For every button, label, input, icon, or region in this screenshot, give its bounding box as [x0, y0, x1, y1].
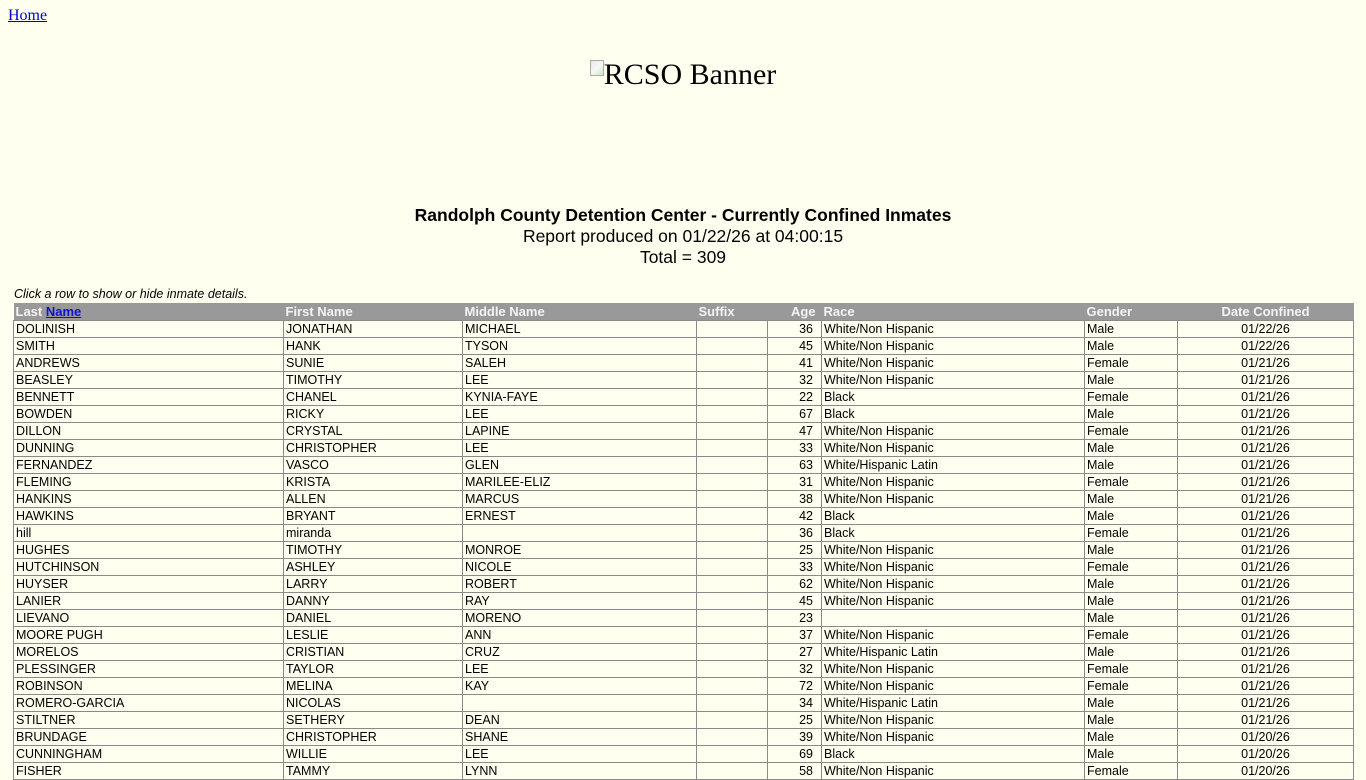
- cell-race: White/Hispanic Latin: [822, 457, 1085, 474]
- cell-date-confined: 01/21/26: [1178, 678, 1354, 695]
- cell-age: 69: [768, 746, 822, 763]
- cell-gender: Female: [1085, 763, 1178, 780]
- cell-gender: Female: [1085, 355, 1178, 372]
- table-row[interactable]: [14, 695, 1354, 712]
- cell-last-name: FLEMING: [14, 474, 284, 491]
- cell-first-name: ASHLEY: [284, 559, 463, 576]
- cell-age: 63: [768, 457, 822, 474]
- cell-suffix: [697, 763, 768, 780]
- table-row[interactable]: [14, 525, 1354, 542]
- cell-gender: Female: [1085, 389, 1178, 406]
- report-header: [0, 205, 1366, 268]
- cell-suffix: [697, 491, 768, 508]
- cell-age: 32: [768, 372, 822, 389]
- cell-race: White/Non Hispanic: [822, 576, 1085, 593]
- cell-first-name: RICKY: [284, 406, 463, 423]
- cell-race: White/Non Hispanic: [822, 440, 1085, 457]
- cell-suffix: [697, 746, 768, 763]
- table-row[interactable]: [14, 542, 1354, 559]
- cell-middle-name: LEE: [463, 372, 697, 389]
- cell-gender: Male: [1085, 491, 1178, 508]
- cell-suffix: [697, 576, 768, 593]
- header-suffix: Suffix: [697, 303, 768, 321]
- cell-first-name: LARRY: [284, 576, 463, 593]
- cell-middle-name: NICOLE: [463, 559, 697, 576]
- cell-race: White/Non Hispanic: [822, 542, 1085, 559]
- cell-age: 34: [768, 695, 822, 712]
- cell-middle-name: CRUZ: [463, 644, 697, 661]
- cell-date-confined: 01/21/26: [1178, 542, 1354, 559]
- cell-race: White/Non Hispanic: [822, 712, 1085, 729]
- table-row[interactable]: [14, 712, 1354, 729]
- cell-gender: Female: [1085, 627, 1178, 644]
- table-row[interactable]: [14, 729, 1354, 746]
- table-row[interactable]: [14, 474, 1354, 491]
- cell-middle-name: LYNN: [463, 763, 697, 780]
- broken-image-icon: [590, 60, 604, 76]
- inmates-table: [13, 303, 1354, 780]
- cell-gender: Male: [1085, 338, 1178, 355]
- cell-race: White/Non Hispanic: [822, 729, 1085, 746]
- table-row[interactable]: [14, 372, 1354, 389]
- cell-age: 25: [768, 542, 822, 559]
- cell-middle-name: DEAN: [463, 712, 697, 729]
- cell-suffix: [697, 406, 768, 423]
- cell-gender: Female: [1085, 474, 1178, 491]
- cell-gender: Male: [1085, 712, 1178, 729]
- cell-date-confined: 01/21/26: [1178, 457, 1354, 474]
- cell-first-name: DANNY: [284, 593, 463, 610]
- cell-last-name: STILTNER: [14, 712, 284, 729]
- cell-first-name: miranda: [284, 525, 463, 542]
- cell-age: 36: [768, 525, 822, 542]
- table-row[interactable]: [14, 440, 1354, 457]
- cell-race: White/Non Hispanic: [822, 474, 1085, 491]
- header-date-confined: Date Confined: [1178, 303, 1354, 321]
- cell-suffix: [697, 610, 768, 627]
- cell-age: 45: [768, 593, 822, 610]
- cell-suffix: [697, 440, 768, 457]
- cell-middle-name: RAY: [463, 593, 697, 610]
- cell-date-confined: 01/21/26: [1178, 593, 1354, 610]
- header-first-name: First Name: [284, 303, 463, 321]
- cell-middle-name: LAPINE: [463, 423, 697, 440]
- cell-first-name: LESLIE: [284, 627, 463, 644]
- cell-race: Black: [822, 746, 1085, 763]
- cell-first-name: MELINA: [284, 678, 463, 695]
- cell-gender: Male: [1085, 695, 1178, 712]
- cell-first-name: TAMMY: [284, 763, 463, 780]
- cell-age: 27: [768, 644, 822, 661]
- cell-age: 58: [768, 763, 822, 780]
- cell-suffix: [697, 389, 768, 406]
- cell-first-name: NICOLAS: [284, 695, 463, 712]
- cell-date-confined: 01/21/26: [1178, 423, 1354, 440]
- table-row[interactable]: [14, 576, 1354, 593]
- cell-first-name: CHRISTOPHER: [284, 729, 463, 746]
- cell-middle-name: ROBERT: [463, 576, 697, 593]
- cell-suffix: [697, 712, 768, 729]
- cell-suffix: [697, 321, 768, 338]
- cell-suffix: [697, 661, 768, 678]
- cell-date-confined: 01/21/26: [1178, 610, 1354, 627]
- cell-suffix: [697, 355, 768, 372]
- cell-first-name: TIMOTHY: [284, 542, 463, 559]
- cell-race: White/Non Hispanic: [822, 423, 1085, 440]
- cell-middle-name: MONROE: [463, 542, 697, 559]
- cell-gender: Male: [1085, 593, 1178, 610]
- cell-middle-name: SHANE: [463, 729, 697, 746]
- cell-gender: Female: [1085, 423, 1178, 440]
- cell-age: 23: [768, 610, 822, 627]
- cell-last-name: LANIER: [14, 593, 284, 610]
- cell-last-name: DOLINISH: [14, 321, 284, 338]
- cell-gender: Female: [1085, 525, 1178, 542]
- cell-middle-name: MARILEE-ELIZ: [463, 474, 697, 491]
- table-row[interactable]: [14, 355, 1354, 372]
- cell-race: White/Non Hispanic: [822, 491, 1085, 508]
- cell-age: 72: [768, 678, 822, 695]
- cell-first-name: WILLIE: [284, 746, 463, 763]
- cell-first-name: CHANEL: [284, 389, 463, 406]
- header-gender: Gender: [1085, 303, 1178, 321]
- cell-suffix: [697, 474, 768, 491]
- cell-race: [822, 610, 1085, 627]
- cell-gender: Male: [1085, 576, 1178, 593]
- cell-last-name: hill: [14, 525, 284, 542]
- cell-date-confined: 01/21/26: [1178, 627, 1354, 644]
- cell-gender: Female: [1085, 559, 1178, 576]
- cell-date-confined: 01/21/26: [1178, 355, 1354, 372]
- cell-race: White/Non Hispanic: [822, 355, 1085, 372]
- cell-gender: Male: [1085, 644, 1178, 661]
- table-row[interactable]: [14, 661, 1354, 678]
- cell-middle-name: ANN: [463, 627, 697, 644]
- cell-last-name: FERNANDEZ: [14, 457, 284, 474]
- cell-date-confined: 01/21/26: [1178, 508, 1354, 525]
- banner-alt-text: RCSO Banner: [603, 58, 777, 91]
- table-row[interactable]: [14, 457, 1354, 474]
- cell-middle-name: [463, 525, 697, 542]
- cell-age: 33: [768, 559, 822, 576]
- report-total: Total = 309: [639, 247, 727, 267]
- cell-middle-name: SALEH: [463, 355, 697, 372]
- cell-suffix: [697, 593, 768, 610]
- table-row[interactable]: [14, 610, 1354, 627]
- cell-last-name: ROBINSON: [14, 678, 284, 695]
- cell-age: 39: [768, 729, 822, 746]
- header-race: Race: [822, 303, 1085, 321]
- cell-first-name: VASCO: [284, 457, 463, 474]
- cell-gender: Male: [1085, 508, 1178, 525]
- cell-last-name: PLESSINGER: [14, 661, 284, 678]
- cell-suffix: [697, 372, 768, 389]
- cell-suffix: [697, 644, 768, 661]
- cell-date-confined: 01/21/26: [1178, 559, 1354, 576]
- cell-race: White/Non Hispanic: [822, 593, 1085, 610]
- cell-age: 32: [768, 661, 822, 678]
- cell-age: 22: [768, 389, 822, 406]
- cell-last-name: HUTCHINSON: [14, 559, 284, 576]
- table-row[interactable]: [14, 627, 1354, 644]
- cell-last-name: MORELOS: [14, 644, 284, 661]
- cell-middle-name: MICHAEL: [463, 321, 697, 338]
- cell-race: White/Hispanic Latin: [822, 644, 1085, 661]
- cell-suffix: [697, 457, 768, 474]
- cell-last-name: HUYSER: [14, 576, 284, 593]
- cell-age: 41: [768, 355, 822, 372]
- cell-suffix: [697, 338, 768, 355]
- home-link[interactable]: Home: [8, 7, 48, 24]
- cell-first-name: SETHERY: [284, 712, 463, 729]
- cell-date-confined: 01/22/26: [1178, 321, 1354, 338]
- cell-race: White/Non Hispanic: [822, 678, 1085, 695]
- cell-suffix: [697, 525, 768, 542]
- header-age: Age: [768, 303, 822, 321]
- cell-date-confined: 01/21/26: [1178, 661, 1354, 678]
- cell-age: 37: [768, 627, 822, 644]
- cell-gender: Female: [1085, 678, 1178, 695]
- cell-date-confined: 01/21/26: [1178, 406, 1354, 423]
- cell-age: 36: [768, 321, 822, 338]
- cell-race: White/Non Hispanic: [822, 372, 1085, 389]
- banner-image: [0, 58, 1366, 92]
- cell-first-name: JONATHAN: [284, 321, 463, 338]
- table-row[interactable]: [14, 389, 1354, 406]
- cell-last-name: ANDREWS: [14, 355, 284, 372]
- cell-first-name: CRYSTAL: [284, 423, 463, 440]
- cell-gender: Male: [1085, 729, 1178, 746]
- cell-last-name: DILLON: [14, 423, 284, 440]
- cell-age: 25: [768, 712, 822, 729]
- cell-last-name: BRUNDAGE: [14, 729, 284, 746]
- sort-by-name-link[interactable]: Name: [45, 304, 82, 319]
- cell-last-name: BEASLEY: [14, 372, 284, 389]
- cell-middle-name: [463, 695, 697, 712]
- table-row[interactable]: [14, 508, 1354, 525]
- cell-middle-name: LEE: [463, 406, 697, 423]
- cell-middle-name: MARCUS: [463, 491, 697, 508]
- cell-date-confined: 01/21/26: [1178, 695, 1354, 712]
- cell-gender: Male: [1085, 321, 1178, 338]
- cell-date-confined: 01/21/26: [1178, 525, 1354, 542]
- cell-gender: Male: [1085, 372, 1178, 389]
- cell-last-name: HAWKINS: [14, 508, 284, 525]
- cell-first-name: CRISTIAN: [284, 644, 463, 661]
- cell-race: Black: [822, 508, 1085, 525]
- cell-first-name: ALLEN: [284, 491, 463, 508]
- cell-last-name: HUGHES: [14, 542, 284, 559]
- table-row[interactable]: [14, 321, 1354, 338]
- cell-last-name: MOORE PUGH: [14, 627, 284, 644]
- report-title: Randolph County Detention Center - Currently Confined Inmates: [414, 205, 952, 225]
- header-last-label: Last: [15, 304, 46, 319]
- cell-date-confined: 01/21/26: [1178, 712, 1354, 729]
- cell-gender: Male: [1085, 406, 1178, 423]
- cell-last-name: DUNNING: [14, 440, 284, 457]
- cell-first-name: DANIEL: [284, 610, 463, 627]
- cell-date-confined: 01/21/26: [1178, 474, 1354, 491]
- cell-date-confined: 01/21/26: [1178, 491, 1354, 508]
- cell-date-confined: 01/21/26: [1178, 440, 1354, 457]
- cell-date-confined: 01/20/26: [1178, 746, 1354, 763]
- table-row[interactable]: [14, 338, 1354, 355]
- cell-middle-name: LEE: [463, 661, 697, 678]
- cell-gender: Male: [1085, 457, 1178, 474]
- cell-last-name: FISHER: [14, 763, 284, 780]
- cell-gender: Male: [1085, 440, 1178, 457]
- cell-first-name: KRISTA: [284, 474, 463, 491]
- cell-middle-name: LEE: [463, 440, 697, 457]
- cell-date-confined: 01/20/26: [1178, 763, 1354, 780]
- cell-last-name: SMITH: [14, 338, 284, 355]
- cell-race: White/Non Hispanic: [822, 338, 1085, 355]
- table-row[interactable]: [14, 678, 1354, 695]
- cell-gender: Male: [1085, 542, 1178, 559]
- table-header-row: [14, 303, 1354, 321]
- table-row[interactable]: [14, 491, 1354, 508]
- table-row[interactable]: [14, 559, 1354, 576]
- cell-suffix: [697, 508, 768, 525]
- cell-age: 45: [768, 338, 822, 355]
- cell-race: Black: [822, 406, 1085, 423]
- cell-age: 47: [768, 423, 822, 440]
- cell-last-name: HANKINS: [14, 491, 284, 508]
- cell-first-name: SUNIE: [284, 355, 463, 372]
- cell-middle-name: TYSON: [463, 338, 697, 355]
- cell-middle-name: MORENO: [463, 610, 697, 627]
- cell-race: White/Non Hispanic: [822, 559, 1085, 576]
- cell-date-confined: 01/22/26: [1178, 338, 1354, 355]
- header-middle-name: Middle Name: [463, 303, 697, 321]
- cell-first-name: TAYLOR: [284, 661, 463, 678]
- cell-middle-name: ERNEST: [463, 508, 697, 525]
- header-last-name: [14, 303, 284, 321]
- cell-first-name: BRYANT: [284, 508, 463, 525]
- cell-race: White/Non Hispanic: [822, 661, 1085, 678]
- cell-age: 33: [768, 440, 822, 457]
- instructions-text: Click a row to show or hide inmate details.: [14, 287, 248, 301]
- cell-suffix: [697, 627, 768, 644]
- cell-last-name: LIEVANO: [14, 610, 284, 627]
- cell-date-confined: 01/21/26: [1178, 644, 1354, 661]
- table-row[interactable]: [14, 644, 1354, 661]
- cell-age: 31: [768, 474, 822, 491]
- cell-race: White/Non Hispanic: [822, 321, 1085, 338]
- cell-race: Black: [822, 389, 1085, 406]
- cell-date-confined: 01/20/26: [1178, 729, 1354, 746]
- cell-gender: Male: [1085, 610, 1178, 627]
- cell-date-confined: 01/21/26: [1178, 389, 1354, 406]
- table-row[interactable]: [14, 746, 1354, 763]
- table-row[interactable]: [14, 406, 1354, 423]
- cell-middle-name: LEE: [463, 746, 697, 763]
- cell-age: 38: [768, 491, 822, 508]
- cell-race: White/Non Hispanic: [822, 627, 1085, 644]
- cell-age: 42: [768, 508, 822, 525]
- cell-middle-name: KAY: [463, 678, 697, 695]
- cell-suffix: [697, 695, 768, 712]
- cell-suffix: [697, 542, 768, 559]
- cell-suffix: [697, 729, 768, 746]
- cell-first-name: TIMOTHY: [284, 372, 463, 389]
- cell-gender: Male: [1085, 746, 1178, 763]
- cell-last-name: BOWDEN: [14, 406, 284, 423]
- cell-date-confined: 01/21/26: [1178, 576, 1354, 593]
- table-row[interactable]: [14, 763, 1354, 780]
- cell-last-name: ROMERO-GARCIA: [14, 695, 284, 712]
- cell-last-name: BENNETT: [14, 389, 284, 406]
- cell-suffix: [697, 678, 768, 695]
- cell-age: 67: [768, 406, 822, 423]
- table-row[interactable]: [14, 593, 1354, 610]
- cell-race: White/Hispanic Latin: [822, 695, 1085, 712]
- cell-date-confined: 01/21/26: [1178, 372, 1354, 389]
- table-row[interactable]: [14, 423, 1354, 440]
- cell-age: 62: [768, 576, 822, 593]
- cell-suffix: [697, 559, 768, 576]
- cell-suffix: [697, 423, 768, 440]
- report-produced: Report produced on 01/22/26 at 04:00:15: [522, 226, 844, 246]
- cell-race: Black: [822, 525, 1085, 542]
- cell-middle-name: KYNIA-FAYE: [463, 389, 697, 406]
- cell-middle-name: GLEN: [463, 457, 697, 474]
- cell-first-name: HANK: [284, 338, 463, 355]
- cell-race: White/Non Hispanic: [822, 763, 1085, 780]
- cell-gender: Female: [1085, 661, 1178, 678]
- cell-first-name: CHRISTOPHER: [284, 440, 463, 457]
- cell-last-name: CUNNINGHAM: [14, 746, 284, 763]
